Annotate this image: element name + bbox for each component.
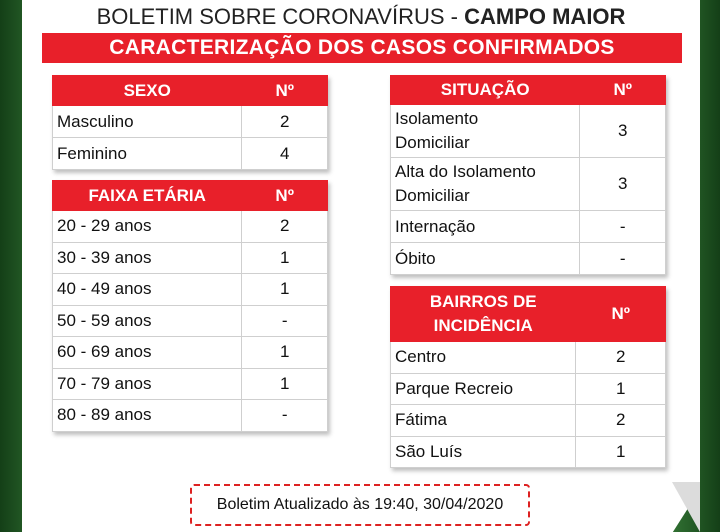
update-note: Boletim Atualizado às 19:40, 30/04/2020 <box>190 484 530 526</box>
title-prefix: BOLETIM SOBRE CORONAVÍRUS - <box>96 4 465 29</box>
table-row <box>391 373 666 405</box>
situacao-header-num: Nº <box>580 76 666 105</box>
sexo-header-num: Nº <box>242 76 328 106</box>
situacao-header-label: SITUAÇÃO <box>391 76 580 105</box>
bairro-label: Fátima <box>391 405 576 437</box>
table-row <box>391 342 666 374</box>
table-row <box>53 400 328 432</box>
faixa-label: 60 - 69 anos <box>53 337 242 369</box>
bairros-header-line2: INCIDÊNCIA <box>433 316 533 335</box>
situacao-label: Internação <box>391 211 580 243</box>
faixa-label: 40 - 49 anos <box>53 274 242 306</box>
faixa-label: 20 - 29 anos <box>53 211 242 243</box>
faixa-value: 1 <box>242 274 328 306</box>
sexo-value: 2 <box>242 106 328 138</box>
table-row <box>53 106 328 138</box>
faixa-value: 1 <box>242 242 328 274</box>
faixa-value: - <box>242 305 328 337</box>
faixa-label: 80 - 89 anos <box>53 400 242 432</box>
sexo-value: 4 <box>242 138 328 170</box>
bairro-value: 2 <box>576 405 666 437</box>
bairros-header-num: Nº <box>576 287 666 342</box>
bairros-header-label <box>391 287 576 342</box>
situacao-label-line1: Alta do Isolamento <box>395 162 536 181</box>
title-city: CAMPO MAIOR <box>464 4 626 29</box>
situacao-label: Óbito <box>391 243 580 275</box>
table-row <box>53 138 328 170</box>
faixa-value: - <box>242 400 328 432</box>
bairros-table <box>390 286 666 468</box>
situacao-value: - <box>580 211 666 243</box>
faixa-label: 30 - 39 anos <box>53 242 242 274</box>
bairro-label: Parque Recreio <box>391 373 576 405</box>
bairro-label: São Luís <box>391 436 576 468</box>
page-curl <box>672 482 700 532</box>
situacao-label-line2: Domiciliar <box>395 186 470 205</box>
table-row <box>391 405 666 437</box>
situacao-table <box>390 75 666 275</box>
table-row <box>53 337 328 369</box>
bairro-value: 1 <box>576 436 666 468</box>
table-row <box>53 368 328 400</box>
sexo-table <box>52 75 328 170</box>
faixa-value: 2 <box>242 211 328 243</box>
table-row <box>391 436 666 468</box>
table-row <box>391 105 666 158</box>
sexo-label: Masculino <box>53 106 242 138</box>
situacao-value: - <box>580 243 666 275</box>
table-row <box>391 158 666 211</box>
situacao-value: 3 <box>580 158 666 211</box>
situacao-label <box>391 105 580 158</box>
faixa-label: 70 - 79 anos <box>53 368 242 400</box>
situacao-label-line2: Domiciliar <box>395 133 470 152</box>
faixa-header-label: FAIXA ETÁRIA <box>53 181 242 211</box>
faixa-etaria-table <box>52 180 328 432</box>
table-row <box>53 242 328 274</box>
sexo-header-label: SEXO <box>53 76 242 106</box>
table-row <box>53 305 328 337</box>
table-row <box>53 274 328 306</box>
situacao-label-line1: Isolamento <box>395 109 479 128</box>
faixa-label: 50 - 59 anos <box>53 305 242 337</box>
table-row <box>391 243 666 275</box>
page-title <box>22 4 700 30</box>
bairro-value: 2 <box>576 342 666 374</box>
bairros-header-line1: BAIRROS DE <box>429 292 537 311</box>
table-row <box>53 211 328 243</box>
sexo-label: Feminino <box>53 138 242 170</box>
section-subtitle: CARACTERIZAÇÃO DOS CASOS CONFIRMADOS <box>42 33 682 63</box>
table-row <box>391 211 666 243</box>
bairro-label: Centro <box>391 342 576 374</box>
faixa-value: 1 <box>242 368 328 400</box>
situacao-value: 3 <box>580 105 666 158</box>
faixa-value: 1 <box>242 337 328 369</box>
situacao-label <box>391 158 580 211</box>
bairro-value: 1 <box>576 373 666 405</box>
faixa-header-num: Nº <box>242 181 328 211</box>
